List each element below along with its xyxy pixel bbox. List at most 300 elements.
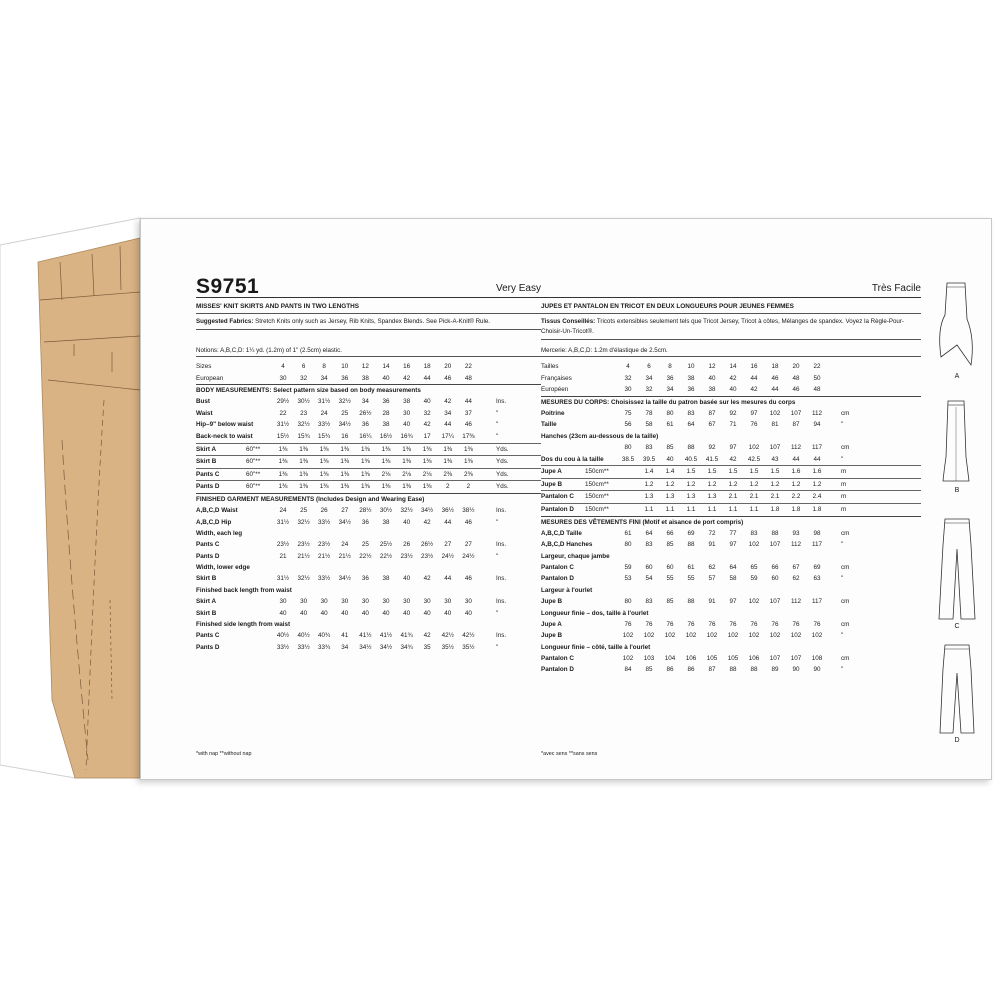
table-row [541, 361, 921, 373]
table-row [541, 478, 921, 491]
table-cell: 2⅛ [381, 470, 391, 478]
fabric-width: 60"** [246, 445, 261, 453]
table-cell: 32 [300, 374, 308, 382]
table-cell: 107 [769, 443, 781, 451]
row-label: Taille [541, 421, 557, 429]
table-cell: 87 [708, 666, 716, 674]
table-cell: 30 [341, 597, 349, 605]
table-cell: 10 [687, 363, 695, 370]
unit-label: " [496, 432, 499, 440]
table-cell: 31½ [318, 398, 331, 406]
notions-fr: Mercerie: A,B,C,D: 1.2m d'élastique de 2.5cm. [541, 347, 921, 357]
difficulty-label: Very Easy [495, 283, 541, 294]
table-cell: 41.5 [705, 455, 719, 463]
table-cell: 1⅜ [402, 445, 411, 453]
table-cell: 2⅜ [464, 470, 473, 478]
table-cell: 104 [664, 654, 676, 662]
table-cell: 31½ [276, 421, 290, 429]
table-cell: 1.4 [665, 468, 675, 476]
table-cell: 1⅜ [464, 458, 473, 466]
table-cell: 1.3 [686, 493, 696, 501]
table-cell: 65 [750, 563, 758, 571]
table-cell: 76 [792, 620, 800, 628]
subheading: Hanches (23cm au-dessous de la taille) [541, 432, 659, 440]
table-cell: 97 [729, 541, 737, 549]
table-row [196, 419, 541, 431]
unit-label: " [841, 421, 844, 429]
table-cell: 61 [666, 421, 674, 429]
table-cell: 88 [729, 666, 737, 674]
table-row [196, 608, 541, 620]
table-cell: 38½ [462, 506, 475, 514]
table-cell: 31½ [276, 518, 290, 526]
table-cell: 61 [687, 563, 695, 571]
difficulty-label-fr: Très Facile [871, 283, 921, 294]
table-row [541, 528, 921, 540]
table-row [196, 455, 541, 468]
table-cell: 1.1 [707, 505, 717, 513]
table-row [196, 517, 541, 529]
table-cell: 42.5 [747, 455, 761, 463]
view-thumbnails [931, 279, 983, 749]
table-cell: 1.3 [707, 493, 717, 501]
unit-label: " [496, 409, 499, 417]
table-cell: 21½ [297, 552, 310, 560]
table-cell: 102 [622, 654, 634, 662]
table-cell: 76 [708, 620, 716, 628]
table-cell: 88 [750, 666, 758, 674]
table-cell: 85 [645, 666, 653, 674]
subheading: Longueur finie – dos, taille à l'ourlet [541, 609, 649, 617]
table-cell: 1⅜ [278, 470, 288, 478]
table-cell: 22 [279, 409, 287, 417]
unit-label: " [496, 552, 499, 560]
table-cell: 1.1 [686, 505, 696, 513]
table-cell: 80 [624, 541, 632, 549]
table-cell: 40 [423, 398, 431, 406]
row-label: A,B,C,D Taille [541, 529, 582, 537]
table-cell: 66 [666, 529, 674, 537]
table-cell: 1.1 [665, 505, 675, 513]
table-cell: 28½ [359, 506, 372, 514]
table-cell: 18 [423, 363, 431, 370]
table-cell: 38 [687, 374, 695, 382]
fabrics-text-fr: Tricots extensibles seulement tels que Tricot Jersey, Tricot à côtes, Mélanges de spandex. Voyez la Règle-Pour-Choisir-Un-Tricot®. [541, 318, 904, 335]
table-cell: 1⅜ [299, 445, 308, 453]
row-label: A,B,C,D Hip [196, 518, 232, 526]
table-cell: 76 [624, 620, 632, 628]
table-cell: 15½ [276, 432, 290, 440]
table-cell: 30 [403, 597, 411, 605]
row-label: Pants D [196, 643, 220, 651]
table-cell: 107 [769, 597, 781, 605]
table-cell: 36 [666, 374, 674, 382]
table-cell: 40 [361, 609, 369, 617]
table-cell: 24 [279, 506, 287, 514]
table-cell: 112 [790, 541, 802, 549]
table-cell: 36 [687, 386, 695, 394]
table-cell: 2.4 [812, 493, 822, 501]
table-cell: 17⅜ [462, 432, 475, 440]
table-cell: 2.1 [728, 493, 738, 501]
row-label: A,B,C,D Waist [196, 506, 238, 514]
table-cell: 1⅜ [340, 458, 350, 466]
table-cell: 63 [813, 575, 821, 583]
footnote-fr: *avec sens **sans sens [541, 751, 598, 757]
table-cell: 42 [423, 575, 431, 583]
table-cell: 27 [341, 506, 349, 514]
table-cell: 2 [466, 483, 471, 491]
table-cell: 2 [446, 483, 450, 491]
table-cell: 32 [624, 374, 632, 382]
table-cell: 26 [403, 541, 411, 549]
body-measurements-heading: MESURES DU CORPS: Choisissez la taille du patron basée sur les mesures du corps [541, 396, 921, 408]
table-cell: 1.5 [770, 468, 780, 476]
table-cell: 85 [666, 597, 674, 605]
row-label: Européen [541, 386, 569, 394]
finished-measurements-heading: FINISHED GARMENT MEASUREMENTS (Includes Design and Wearing Ease) [196, 493, 541, 505]
table-cell: 15¾ [297, 432, 310, 440]
table-cell: 38 [382, 421, 390, 429]
table-cell: 40 [279, 609, 287, 617]
table-cell: 80 [624, 443, 632, 451]
table-cell: 44 [444, 421, 452, 429]
table-cell: 89 [771, 666, 779, 674]
table-cell: 26½ [359, 409, 372, 417]
table-cell: 48 [464, 374, 472, 382]
table-row [541, 619, 921, 631]
unit-label: " [841, 541, 844, 549]
table-cell: 1.1 [749, 505, 759, 513]
table-cell: 34¾ [400, 643, 413, 651]
table-cell: 1.5 [686, 468, 696, 476]
table-cell: 38.5 [621, 455, 635, 463]
table-row [541, 465, 921, 478]
table-cell: 59 [624, 563, 632, 571]
table-cell: 42½ [462, 632, 475, 640]
fabric-width: 150cm** [585, 480, 609, 488]
subheading: Width, lower edge [196, 564, 250, 572]
table-cell: 80 [666, 409, 674, 417]
row-label: Pantalon C [541, 654, 574, 662]
table-cell: 41½ [359, 632, 372, 640]
table-cell: 36 [361, 421, 369, 429]
unit-label: " [496, 421, 499, 429]
table-row [541, 373, 921, 385]
fabric-width: 60"** [246, 483, 261, 491]
unit-label: Ins. [496, 398, 507, 406]
table-cell: 1⅜ [381, 458, 391, 466]
table-cell: 2⅜ [443, 470, 453, 478]
table-cell: 40½ [276, 632, 290, 640]
row-label: Pants C [196, 541, 220, 549]
table-cell: 64 [729, 563, 737, 571]
table-row [541, 596, 921, 608]
table-cell: 48 [813, 386, 821, 394]
table-cell: 30 [300, 597, 308, 605]
table-cell: 30 [464, 597, 472, 605]
row-label: Pantalon D [541, 505, 574, 513]
table-cell: 40 [403, 518, 411, 526]
table-cell: 24½ [441, 552, 454, 560]
table-cell: 1.6 [812, 468, 822, 476]
table-cell: 32 [423, 409, 431, 417]
table-cell: 12 [361, 363, 369, 370]
row-label: Pantalon D [541, 666, 574, 674]
table-cell: 1⅜ [278, 445, 288, 453]
table-cell: 24 [320, 409, 328, 417]
row-label: Skirt B [196, 609, 217, 617]
view-c-thumbnail [931, 515, 983, 635]
table-cell: 93 [792, 529, 800, 537]
table-cell: 88 [687, 541, 695, 549]
view-a-thumbnail [931, 279, 983, 384]
table-cell: 53 [624, 575, 632, 583]
table-cell: 78 [645, 409, 653, 417]
table-row [541, 408, 921, 420]
table-cell: 46 [464, 575, 472, 583]
table-cell: 21 [279, 552, 287, 560]
fabrics-text: Stretch Knits only such as Jersey, Rib Knits, Spandex Blends. See Pick-A-Knit® Rule. [255, 318, 491, 325]
table-cell: 32½ [400, 506, 413, 514]
table-cell: 64 [687, 421, 695, 429]
table-cell: 1.2 [728, 480, 738, 488]
table-cell: 92 [729, 409, 737, 417]
table-cell: 83 [645, 597, 653, 605]
table-cell: 1.2 [686, 480, 696, 488]
table-cell: 57 [708, 575, 716, 583]
table-cell: 1⅜ [340, 483, 350, 491]
table-cell: 1.6 [791, 468, 801, 476]
table-cell: 102 [748, 632, 760, 640]
table-cell: 85 [666, 443, 674, 451]
table-cell: 83 [645, 541, 653, 549]
table-cell: 40¾ [318, 632, 331, 640]
table-row [541, 384, 921, 396]
table-row [196, 630, 541, 642]
table-cell: 83 [687, 409, 695, 417]
table-cell: 1⅜ [381, 483, 391, 491]
table-cell: 76 [687, 620, 695, 628]
table-cell: 1⅜ [299, 470, 308, 478]
table-cell: 32½ [297, 421, 310, 429]
table-cell: 2.1 [770, 493, 780, 501]
table-cell: 34 [666, 386, 674, 394]
table-cell: 33½ [318, 518, 331, 526]
unit-label: " [496, 609, 499, 617]
table-cell: 30 [624, 386, 632, 394]
table-cell: 75 [624, 409, 632, 417]
table-cell: 42 [729, 374, 737, 382]
table-cell: 33¾ [318, 643, 331, 651]
table-cell: 44 [444, 518, 452, 526]
table-cell: 6 [301, 363, 306, 370]
unit-label: " [496, 643, 499, 651]
table-cell: 23½ [276, 541, 290, 549]
table-cell: 12 [708, 363, 716, 370]
view-c-label: C [954, 623, 960, 630]
table-cell: 17¼ [441, 432, 454, 440]
table-cell: 33½ [318, 421, 331, 429]
table-cell: 41½ [379, 632, 393, 640]
table-cell: 1.5 [749, 468, 759, 476]
table-cell: 38 [382, 518, 390, 526]
table-row [196, 361, 541, 373]
row-label: Sizes [196, 363, 212, 370]
table-row [196, 505, 541, 517]
table-cell: 44 [464, 398, 472, 406]
suggested-fabrics-fr [541, 317, 921, 340]
view-a-label: A [954, 373, 960, 380]
table-cell: 1⅜ [299, 458, 308, 466]
table-cell: 1⅜ [340, 470, 350, 478]
table-cell: 92 [708, 443, 716, 451]
unit-label: Ins. [496, 575, 507, 583]
table-cell: 30 [320, 597, 328, 605]
table-cell: 83 [750, 529, 758, 537]
table-cell: 1⅜ [443, 445, 453, 453]
table-cell: 34½ [379, 643, 393, 651]
fabrics-label-fr: Tissus Conseillés: [541, 318, 596, 325]
table-cell: 102 [811, 632, 823, 640]
table-cell: 34½ [338, 575, 351, 583]
table-row [541, 562, 921, 574]
table-cell: 1⅜ [319, 458, 329, 466]
table-cell: 25 [341, 409, 349, 417]
table-cell: 38 [361, 374, 369, 382]
table-cell: 30 [361, 597, 369, 605]
unit-label: " [841, 632, 844, 640]
table-row [196, 468, 541, 481]
row-label: Tailles [541, 363, 559, 370]
unit-label: m [841, 468, 847, 476]
table-cell: 30 [423, 597, 431, 605]
table-cell: 1⅜ [381, 445, 391, 453]
table-cell: 26½ [421, 541, 434, 549]
table-cell: 60 [645, 563, 653, 571]
row-label: Pants C [196, 632, 220, 640]
table-row [541, 503, 921, 516]
row-label: Pantalon C [541, 493, 574, 501]
table-row [196, 431, 541, 443]
table-row [541, 664, 921, 676]
row-label: Dos du cou à la taille [541, 455, 604, 463]
unit-label: Ins. [496, 541, 507, 549]
row-label: Jupe A [541, 620, 562, 628]
table-cell: 40 [708, 374, 716, 382]
table-cell: 40 [444, 609, 452, 617]
table-cell: 1.2 [770, 480, 780, 488]
table-cell: 25½ [379, 541, 393, 549]
table-cell: 1⅜ [422, 458, 432, 466]
table-cell: 1⅜ [361, 470, 370, 478]
table-cell: 76 [750, 421, 758, 429]
pants-d-icon [931, 641, 983, 737]
table-cell: 1.3 [644, 493, 654, 501]
body-measurements-heading: BODY MEASUREMENTS: Select pattern size based on body measurements [196, 384, 541, 396]
table-cell: 42 [423, 518, 431, 526]
table-cell: 67 [708, 421, 716, 429]
row-label: Jupe B [541, 480, 562, 488]
table-cell: 35 [423, 643, 431, 651]
table-cell: 1.2 [791, 480, 801, 488]
french-header [541, 275, 921, 298]
table-cell: 117 [811, 443, 823, 451]
fabric-width: 60"** [246, 470, 261, 478]
table-cell: 22½ [379, 552, 393, 560]
unit-label: Ins. [496, 597, 507, 605]
table-cell: 106 [748, 654, 760, 662]
table-cell: 67 [792, 563, 800, 571]
table-cell: 46 [464, 518, 472, 526]
table-cell: 10 [341, 363, 349, 370]
table-cell: 44 [771, 386, 779, 394]
table-cell: 30 [279, 597, 287, 605]
table-cell: 50 [813, 374, 821, 382]
table-cell: 44 [423, 374, 431, 382]
table-row [541, 490, 921, 503]
table-cell: 42½ [441, 632, 454, 640]
unit-label: Ins. [496, 506, 507, 514]
row-label: Skirt B [196, 458, 217, 466]
table-cell: 107 [769, 541, 781, 549]
table-cell: 22 [813, 363, 821, 370]
table-cell: 28 [382, 409, 390, 417]
table-cell: 14 [382, 363, 390, 370]
table-cell: 33½ [276, 643, 290, 651]
table-cell: 103 [643, 654, 655, 662]
garment-title-fr: JUPES ET PANTALON EN TRICOT EN DEUX LONGUEURS POUR JEUNES FEMMES [541, 303, 921, 314]
table-cell: 34 [320, 374, 328, 382]
table-cell: 56 [624, 421, 632, 429]
unit-label: m [841, 505, 847, 513]
row-label: Bust [196, 398, 210, 406]
table-cell: 102 [643, 632, 655, 640]
unit-label: Ins. [496, 632, 507, 640]
fabrics-label: Suggested Fabrics: [196, 318, 254, 325]
table-cell: 16 [750, 363, 758, 370]
table-cell: 112 [790, 597, 802, 605]
table-cell: 20 [792, 363, 800, 370]
table-cell: 1.5 [707, 468, 717, 476]
table-cell: 32½ [338, 398, 351, 406]
table-cell: 1⅜ [319, 483, 329, 491]
table-cell: 40 [423, 609, 431, 617]
table-cell: 117 [811, 597, 823, 605]
table-cell: 25 [300, 506, 308, 514]
row-label: Skirt B [196, 575, 217, 583]
table-cell: 1.2 [707, 480, 717, 488]
row-label: Waist [196, 409, 213, 417]
table-cell: 1.2 [749, 480, 759, 488]
table-cell: 77 [729, 529, 737, 537]
table-cell: 40.5 [684, 455, 698, 463]
table-cell: 91 [708, 597, 716, 605]
row-label: Back-neck to waist [196, 432, 253, 440]
table-cell: 1.8 [770, 505, 780, 513]
table-cell: 102 [685, 632, 697, 640]
table-cell: 36 [361, 575, 369, 583]
row-label: European [196, 374, 224, 382]
table-cell: 36½ [441, 506, 454, 514]
table-cell: 18 [771, 363, 779, 370]
row-label: A,B,C,D Hanches [541, 541, 593, 549]
table-cell: 21½ [338, 552, 351, 560]
table-cell: 16¼ [359, 432, 372, 440]
row-label: Skirt A [196, 445, 217, 453]
table-cell: 21½ [318, 552, 331, 560]
view-b-label: B [954, 487, 960, 494]
